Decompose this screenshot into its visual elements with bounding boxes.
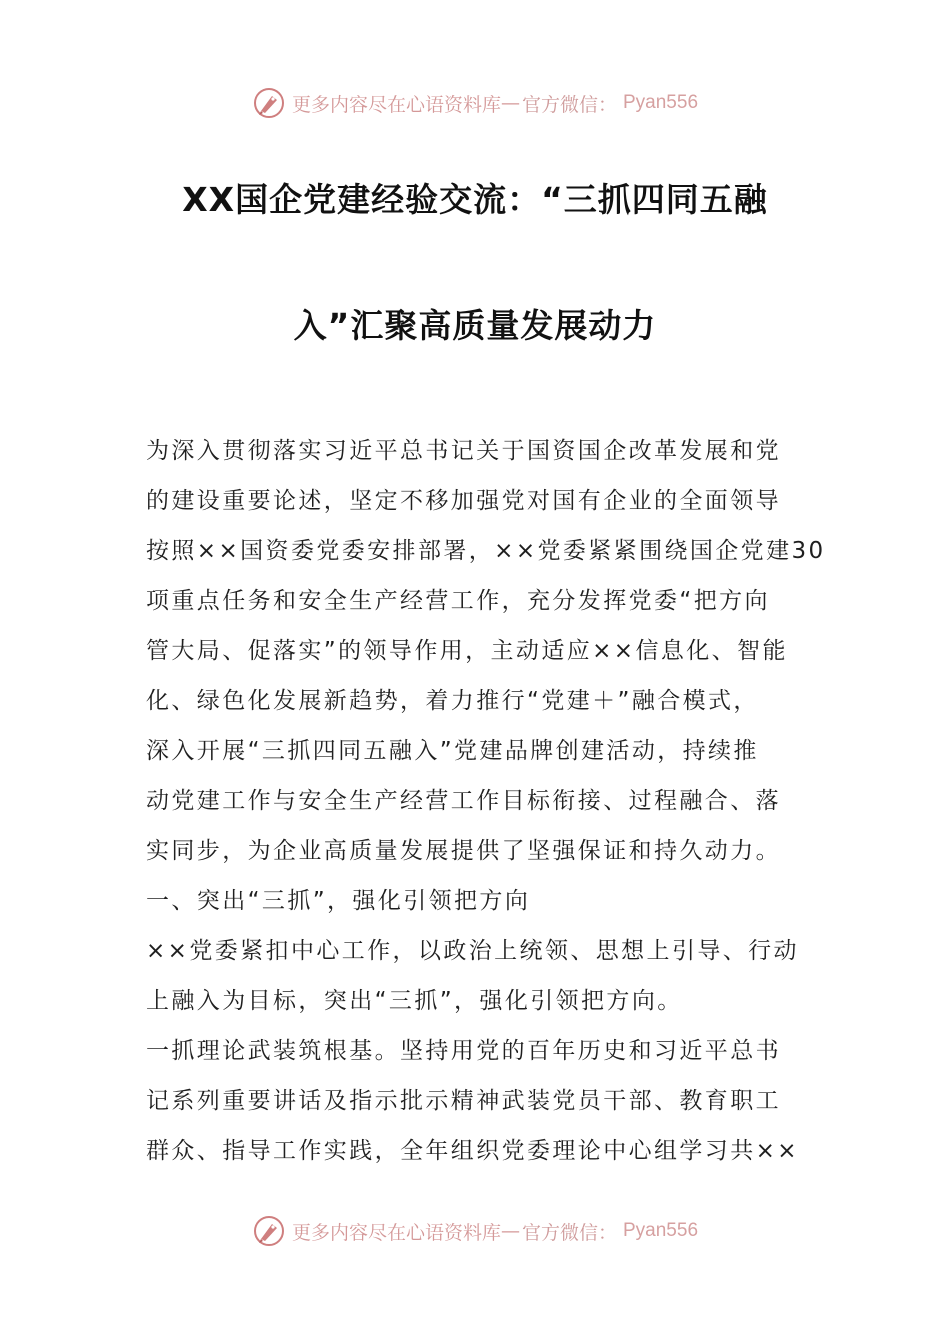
body-line: 记系列重要讲话及指示批示精神武装党员干部、教育职工 [146,1088,781,1114]
document-title-line-1: XX国企党建经验交流：“三抓四同五融 [182,180,768,219]
watermark-wechat-label: 官方微信： [521,1221,617,1244]
document-title-line-2: 入”汇聚高质量发展动力 [293,306,657,345]
body-line: 深入开展“三抓四同五融入”党建品牌创建活动，持续推 [146,738,759,764]
body-line: 为深入贯彻落实习近平总书记关于国资国企改革发展和党 [146,438,781,464]
watermark-separator: — [500,1220,520,1242]
watermark-wechat-label: 官方微信： [521,93,617,116]
watermark-banner-bottom [0,1211,950,1251]
section-heading: 一、突出“三抓”，强化引领把方向 [146,888,531,914]
body-line: 的建设重要论述，坚定不移加强党对国有企业的全面领导 [146,488,781,514]
watermark-brand-text: 更多内容尽在心语资料库 [291,1221,501,1244]
watermark-separator: — [500,92,520,114]
watermark-banner-top [0,83,950,123]
body-line: 管大局、促落实”的领导作用，主动适应××信息化、智能 [146,638,788,664]
pen-nib-logo-icon [252,86,286,120]
body-line: 化、绿色化发展新趋势，着力推行“党建＋”融合模式， [146,688,759,714]
body-line: ××党委紧扣中心工作，以政治上统领、思想上引导、行动 [146,938,799,964]
body-line: 一抓理论武装筑根基。坚持用党的百年历史和习近平总书 [146,1038,781,1064]
body-line: 项重点任务和安全生产经营工作，充分发挥党委“把方向 [146,588,770,614]
body-line: 上融入为目标，突出“三抓”，强化引领把方向。 [146,988,683,1014]
pen-nib-logo-icon [252,1214,286,1248]
watermark-wechat-id: Pyan556 [623,1220,699,1241]
body-line: 动党建工作与安全生产经营工作目标衔接、过程融合、落 [146,788,781,814]
body-line: 按照××国资委党委安排部署，××党委紧紧围绕国企党建30 [146,538,826,564]
watermark-wechat-id: Pyan556 [623,92,699,113]
body-line: 群众、指导工作实践，全年组织党委理论中心组学习共×× [146,1138,799,1164]
body-line: 实同步，为企业高质量发展提供了坚强保证和持久动力。 [146,838,781,864]
watermark-brand-text: 更多内容尽在心语资料库 [291,93,501,116]
